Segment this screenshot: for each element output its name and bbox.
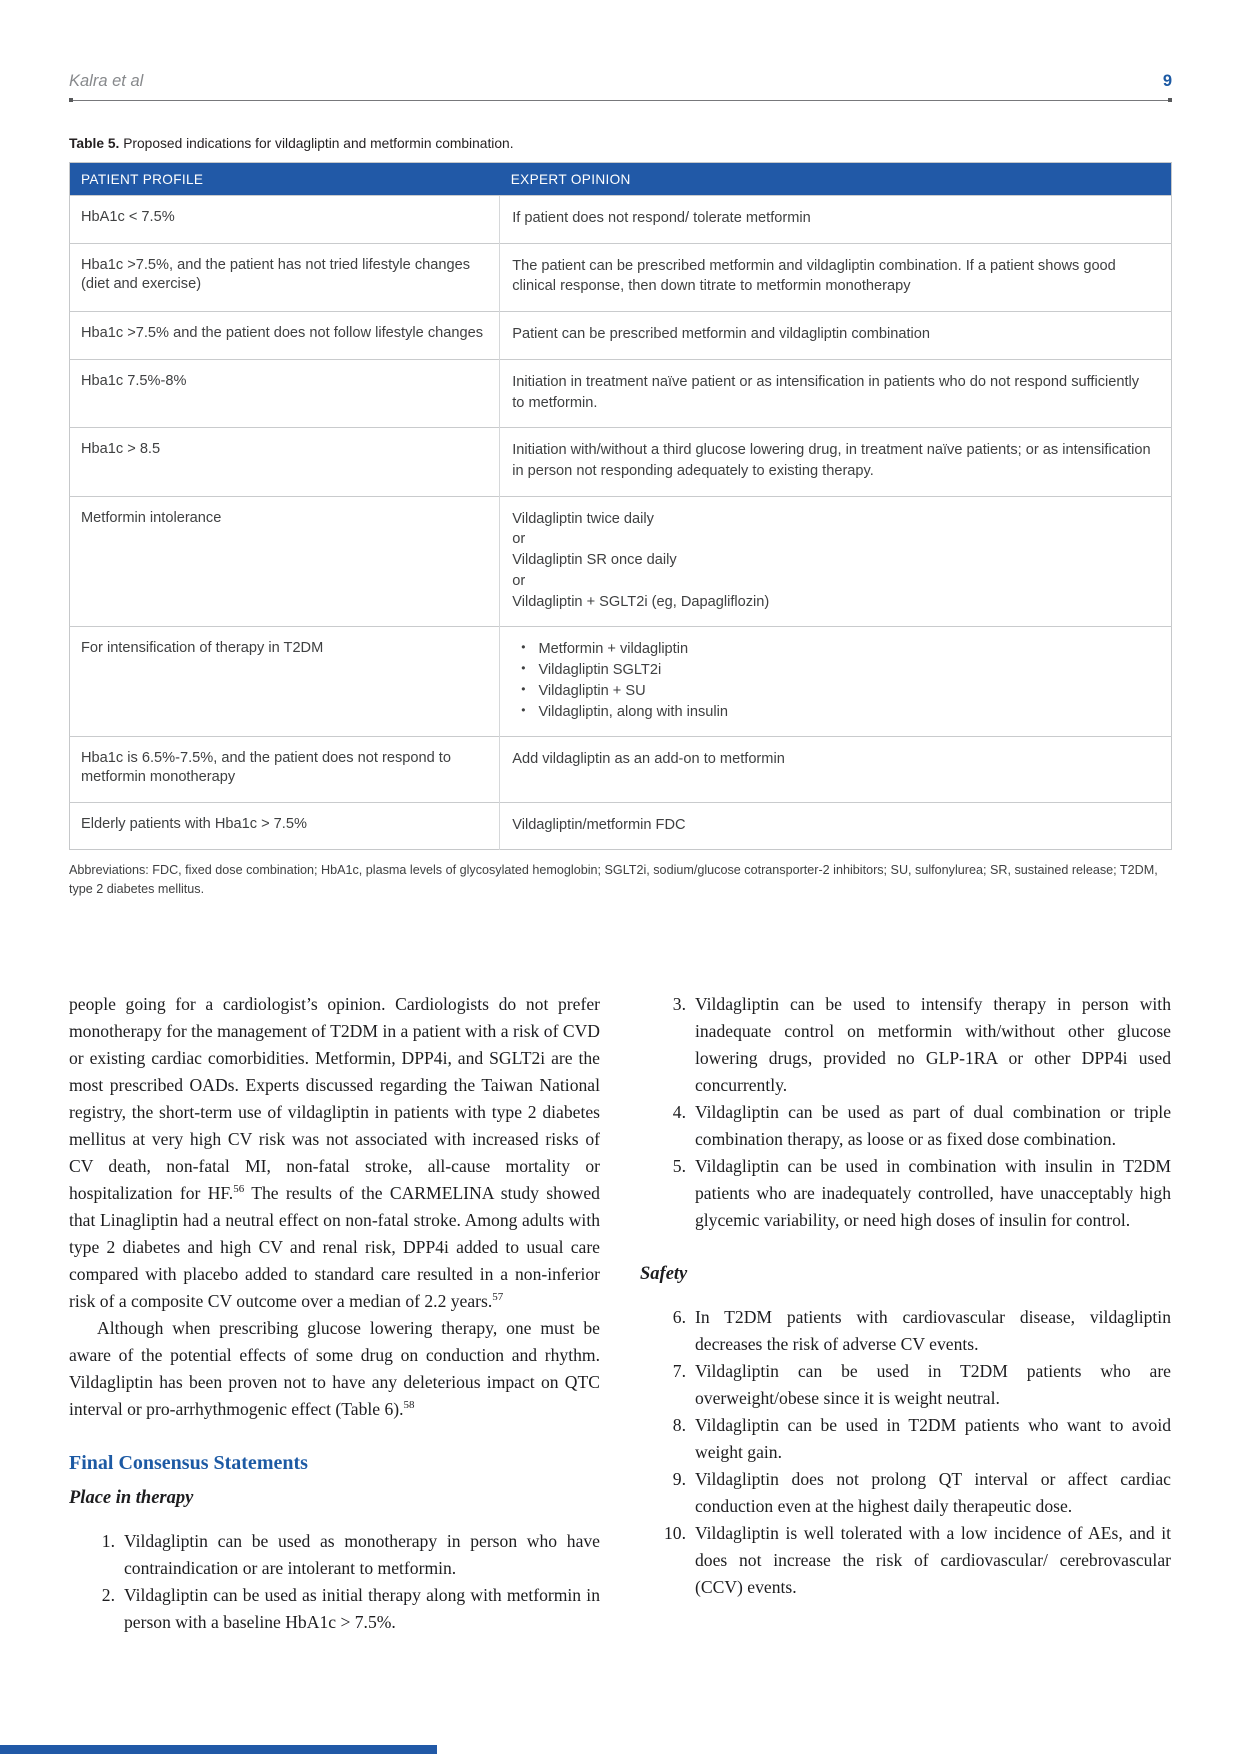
- list-item-text: In T2DM patients with cardiovascular disease, vildagliptin decreases the risk of adverse CV events.: [695, 1307, 1171, 1355]
- opinion-line: Add vildagliptin as an add-on to metformin: [512, 751, 785, 768]
- body-paragraph: people going for a cardiologist’s opinion. Cardiologists do not prefer monotherapy for the management of T2DM in a patient with a risk of CVD or existing cardiac comorbidities. Metformin, DPP4i, and SGLT2i are the most prescribed OADs. Experts discussed regarding the Taiwan National registry, the short-term use of vildagliptin in patients with type 2 diabetes mellitus at very high CV risk was not associated with increased risks of CV death, non-fatal MI, non-fatal stroke, all-cause mortality or hospitalization for HF.$^{56}$ The results of the CARMELINA study showed that Linagliptin had a neutral effect on non-fatal stroke. Among adults with type 2 diabetes and high CV and renal risk, DPP4i added to usual care compared with placebo added to standard care resulted in a non-inferior risk of a composite CV outcome over a median of 2.2 years.$^{57}$: [69, 994, 600, 1312]
- table-row: [70, 359, 1172, 427]
- consensus-list-item: [640, 1304, 1171, 1358]
- list-item-text: Vildagliptin can be used as part of dual combination or triple combination therapy, as loose or as fixed dose combination.: [695, 1102, 1171, 1150]
- patient-profile-cell: Hba1c 7.5%-8%: [70, 359, 500, 427]
- list-item-number: 4.: [672, 1102, 686, 1123]
- consensus-list-item: [69, 1582, 600, 1636]
- opinion-line: Vildagliptin SR once daily: [512, 552, 677, 569]
- list-item-number: 3.: [672, 994, 686, 1015]
- list-item-number: 10.: [664, 1523, 686, 1544]
- opinion-line: The patient can be prescribed metformin and vildagliptin combination. If a patient shows good clinical response, then down titrate to metformin monotherapy: [512, 257, 1116, 295]
- opinion-line: or: [512, 572, 526, 589]
- table-row: [70, 196, 1172, 244]
- list-item-text: Vildagliptin is well tolerated with a low incidence of AEs, and it does not increase the risk of cardiovascular/ cerebrovascular (CCV) events.: [695, 1523, 1171, 1598]
- table-body: [70, 196, 1172, 850]
- table-row: [70, 802, 1172, 850]
- bullet-icon: •: [521, 661, 526, 676]
- list-item-text: Vildagliptin can be used in T2DM patients who are overweight/obese since it is weight neutral.: [695, 1361, 1171, 1409]
- reference-superscript: 57: [492, 1291, 504, 1304]
- reference-superscript: 56: [233, 1183, 245, 1196]
- list-item-number: 9.: [672, 1469, 686, 1490]
- bullet-icon: •: [521, 702, 526, 717]
- opinion-line: Vildagliptin/metformin FDC: [512, 816, 686, 833]
- table-row: [70, 737, 1172, 803]
- indications-table: [69, 162, 1172, 850]
- column-header-patient-profile: PATIENT PROFILE: [70, 163, 500, 196]
- patient-profile-cell: Hba1c > 8.5: [70, 428, 500, 496]
- patient-profile-cell: For intensification of therapy in T2DM: [70, 627, 500, 737]
- list-item-number: 2.: [101, 1585, 115, 1606]
- expert-opinion-cell: [500, 359, 1172, 427]
- bullet-text: Vildagliptin, along with insulin: [538, 703, 729, 720]
- expert-opinion-cell: [500, 428, 1172, 496]
- table-row: [70, 243, 1172, 311]
- page-number: 9: [1162, 72, 1172, 90]
- patient-profile-cell: Hba1c >7.5%, and the patient has not tried lifestyle changes (diet and exercise): [70, 243, 500, 311]
- left-column: [69, 991, 600, 1636]
- patient-profile-cell: Elderly patients with Hba1c > 7.5%: [70, 802, 500, 850]
- table-row: [70, 627, 1172, 737]
- list-item-text: Vildagliptin does not prolong QT interval or affect cardiac conduction even at the highest daily therapeutic dose.: [695, 1469, 1171, 1517]
- bullet-text: Vildagliptin + SU: [538, 682, 646, 699]
- list-item-text: Vildagliptin can be used to intensify therapy in person with inadequate control on metformin with/without other glucose lowering drugs, provided no GLP-1RA or other DPP4i used concurrently.: [695, 994, 1171, 1096]
- opinion-line: or: [512, 531, 526, 548]
- consensus-list-item: [640, 1358, 1171, 1412]
- expert-opinion-cell: [500, 312, 1172, 360]
- opinion-line: Vildagliptin twice daily: [512, 510, 654, 527]
- right-column: [640, 991, 1171, 1636]
- footer-accent-bar: [0, 1745, 437, 1754]
- consensus-list-item: [640, 1412, 1171, 1466]
- consensus-list-1-2: [69, 1528, 600, 1636]
- bullet-text: Vildagliptin SGLT2i: [538, 662, 662, 679]
- expert-opinion-cell: [500, 627, 1172, 737]
- bullet-item: [512, 681, 1155, 702]
- list-item-text: Vildagliptin can be used as initial therapy along with metformin in person with a baseline HbA1c > 7.5%.: [124, 1585, 600, 1633]
- consensus-list-item: [640, 1520, 1171, 1601]
- running-head: Kalra et al: [69, 72, 144, 90]
- bullet-icon: •: [521, 681, 526, 696]
- list-item-number: 5.: [672, 1156, 686, 1177]
- consensus-list-item: [69, 1528, 600, 1582]
- opinion-line: Initiation with/without a third glucose lowering drug, in treatment naïve patients; or as intensification in person not responding adequately to existing therapy.: [512, 442, 1151, 480]
- table-footnote: Abbreviations: FDC, fixed dose combination; HbA1c, plasma levels of glycosylated hemoglobin; SGLT2i, sodium/glucose cotransporter-2 inhibitors; SU, sulfonylurea; SR, sustained release; T2DM, type 2 diabetes mellitus.: [69, 863, 1158, 897]
- bullet-item: [512, 660, 1155, 681]
- table-head: [70, 163, 1172, 196]
- bullet-item: [512, 639, 1155, 660]
- list-item-number: 7.: [672, 1361, 686, 1382]
- consensus-list-item: [640, 1153, 1171, 1234]
- table-caption-text: Proposed indications for vildagliptin and metformin combination.: [119, 136, 514, 151]
- page-header: [69, 72, 1172, 91]
- expert-opinion-cell: [500, 196, 1172, 244]
- consensus-list-6-10: [640, 1304, 1171, 1601]
- table-row: [70, 428, 1172, 496]
- list-item-number: 1.: [101, 1531, 115, 1552]
- section-heading-final-consensus: Final Consensus Statements: [69, 1452, 308, 1475]
- table-row: [70, 496, 1172, 627]
- consensus-list-item: [640, 1466, 1171, 1520]
- opinion-line: Patient can be prescribed metformin and vildagliptin combination: [512, 326, 931, 343]
- bullet-text: Metformin + vildagliptin: [538, 641, 689, 658]
- body-paragraph: Although when prescribing glucose lowering therapy, one must be aware of the potential effects of some drug on conduction and rhythm. Vildagliptin has been proven not to have any deleterious impact on QTC interval or pro-arrhythmogenic effect (Table 6).$^{58}$: [69, 1318, 600, 1420]
- opinion-line: Initiation in treatment naïve patient or as intensification in patients who do not respond sufficiently to metformin.: [512, 373, 1140, 411]
- column-header-expert-opinion: EXPERT OPINION: [500, 163, 1172, 196]
- bullet-item: [512, 702, 1155, 723]
- patient-profile-cell: Metformin intolerance: [70, 496, 500, 627]
- table-row: [70, 312, 1172, 360]
- bullet-icon: •: [521, 640, 526, 655]
- list-item-text: Vildagliptin can be used in T2DM patients who want to avoid weight gain.: [695, 1415, 1171, 1463]
- consensus-list-item: [640, 991, 1171, 1099]
- list-item-number: 8.: [672, 1415, 686, 1436]
- subheading-safety: Safety: [640, 1264, 688, 1285]
- reference-superscript: 58: [403, 1399, 415, 1412]
- expert-opinion-cell: [500, 737, 1172, 803]
- list-item-text: Vildagliptin can be used as monotherapy in person who have contraindication or are intolerant to metformin.: [124, 1531, 600, 1579]
- patient-profile-cell: Hba1c is 6.5%-7.5%, and the patient does not respond to metformin monotherapy: [70, 737, 500, 803]
- table-caption-label: Table 5.: [69, 136, 120, 151]
- subheading-place-in-therapy: Place in therapy: [69, 1488, 194, 1509]
- expert-opinion-cell: [500, 496, 1172, 627]
- patient-profile-cell: Hba1c >7.5% and the patient does not follow lifestyle changes: [70, 312, 500, 360]
- expert-opinion-cell: [500, 802, 1172, 850]
- patient-profile-cell: HbA1c < 7.5%: [70, 196, 500, 244]
- opinion-line: If patient does not respond/ tolerate metformin: [512, 210, 811, 226]
- table-header-row: [70, 163, 1172, 196]
- expert-opinion-cell: [500, 243, 1172, 311]
- table-caption: [69, 136, 1172, 151]
- header-rule: [69, 100, 1172, 107]
- list-item-text: Vildagliptin can be used in combination with insulin in T2DM patients who are inadequately controlled, have unacceptably high glycemic variability, or need high doses of insulin for control.: [695, 1156, 1171, 1231]
- opinion-line: Vildagliptin + SGLT2i (eg, Dapagliflozin): [512, 593, 770, 610]
- article-body: [69, 991, 1172, 1636]
- list-item-number: 6.: [672, 1307, 686, 1328]
- consensus-list-3-5: [640, 991, 1171, 1234]
- consensus-list-item: [640, 1099, 1171, 1153]
